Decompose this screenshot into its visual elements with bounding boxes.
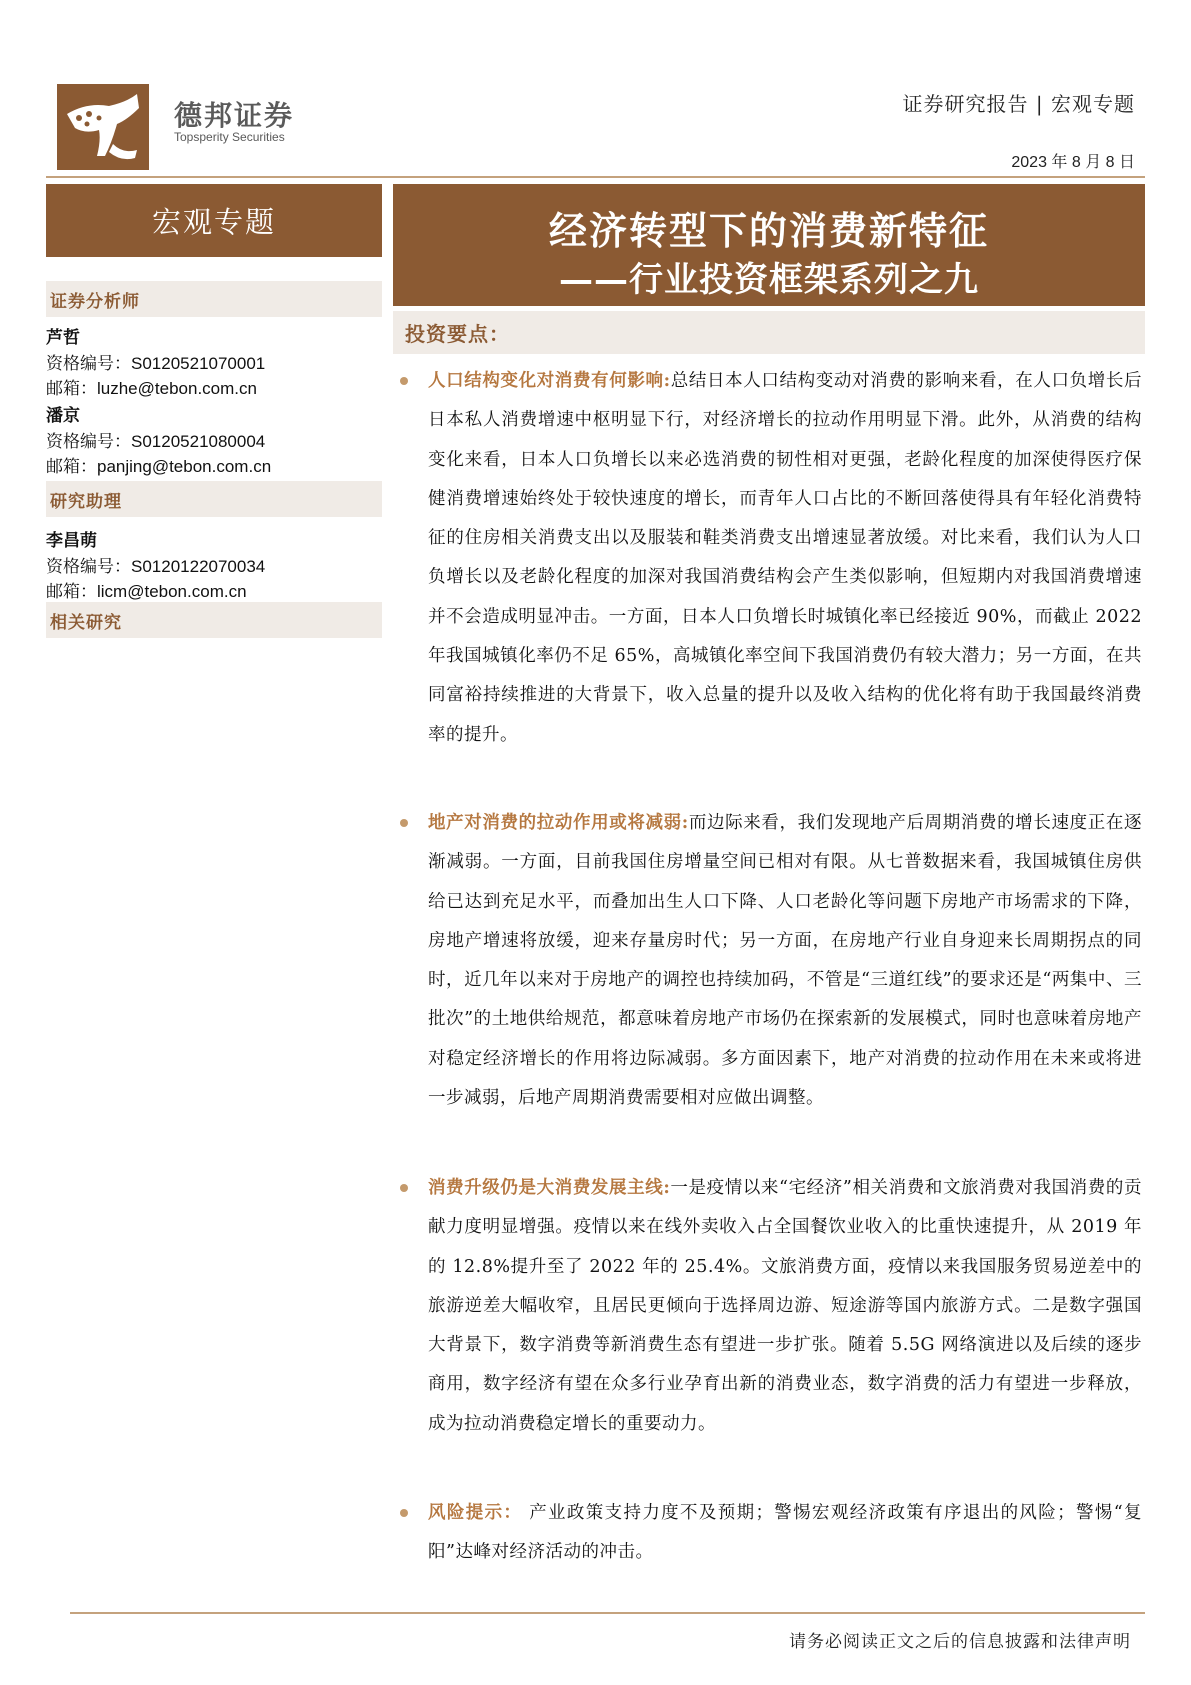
brand-logo-icon bbox=[57, 84, 149, 170]
key-point-text: 产业政策支持力度不及预期；警惕宏观经济政策有序退出的风险；警惕“复阳”达峰对经济活动的冲击。 bbox=[428, 1503, 1142, 1563]
assistant-heading: 研究助理 bbox=[46, 481, 382, 517]
footer-divider bbox=[70, 1612, 1145, 1614]
assistant-email: 邮箱：licm@tebon.com.cn bbox=[46, 582, 247, 602]
key-point-lead: 地产对消费的拉动作用或将减弱: bbox=[428, 813, 689, 833]
report-subtitle: ——行业投资框架系列之九 bbox=[559, 260, 979, 300]
analyst-email-link[interactable]: luzhe@tebon.com.cn bbox=[97, 379, 257, 398]
brand-name-cn: 德邦证券 bbox=[174, 99, 295, 132]
footer-disclaimer: 请务必阅读正文之后的信息披露和法律声明 bbox=[789, 1632, 1131, 1652]
analyst-name: 芦哲 bbox=[46, 328, 80, 348]
bullet-icon bbox=[400, 377, 408, 385]
analyst-email-link[interactable]: panjing@tebon.com.cn bbox=[97, 457, 272, 476]
assistant-name: 李昌萌 bbox=[46, 531, 97, 551]
key-points-heading: 投资要点： bbox=[393, 311, 1145, 354]
key-point-text: 总结日本人口结构变动对消费的影响来看，在人口负增长后日本私人消费增速中枢明显下行，对经济增长的拉动作用明显下滑。此外，从消费的结构变化来看，日本人口负增长以来必选消费的韧性相对更强，老龄化程度的加深使得医疗保健消费增速始终处于较快速度的增长，而青年人口占比的不断回落使得具有年轻化消费特征的住房相关消费支出以及服装和鞋类消费支出增速显著放缓。对比来看，我们认为人口负增长以及老龄化程度的加深对我国消费结构会产生类似影响，但短期内对我国消费增速并不会造成明显冲击。一方面，日本人口负增长时城镇化率已经接近 90%，而截止 2022 年我国城镇化率仍不足 65%，高城镇化率空间下我国消费仍有较大潜力；另一方面，在共同富裕持续推进的大背景下，收入总量的提升以及收入结构的优化将有助于我国最终消费率的提升。 bbox=[428, 371, 1142, 745]
category-label: 宏观专题 bbox=[46, 184, 382, 257]
report-date: 2023 年 8 月 8 日 bbox=[1011, 154, 1135, 171]
key-point bbox=[398, 362, 1142, 755]
key-point bbox=[398, 804, 1142, 1118]
key-point-lead: 消费升级仍是大消费发展主线: bbox=[428, 1178, 671, 1198]
bullet-icon bbox=[400, 1509, 408, 1517]
analysts-heading: 证券分析师 bbox=[46, 281, 382, 317]
key-point-lead: 风险提示： bbox=[428, 1503, 523, 1523]
key-point-text: 而边际来看，我们发现地产后周期消费的增长速度正在逐渐减弱。一方面，目前我国住房增量空间已相对有限。从七普数据来看，我国城镇住房供给已达到充足水平，而叠加出生人口下降、人口老龄化等问题下房地产市场需求的下降，房地产增速将放缓，迎来存量房时代；另一方面，在房地产行业自身迎来长周期拐点的同时，近几年以来对于房地产的调控也持续加码，不管是“三道红线”的要求还是“两集中、三批次”的土地供给规范，都意味着房地产市场仍在探索新的发展模式，同时也意味着房地产对稳定经济增长的作用将边际减弱。多方面因素下，地产对消费的拉动作用在未来或将进一步减弱，后地产周期消费需要相对应做出调整。 bbox=[428, 813, 1142, 1109]
key-point bbox=[398, 1494, 1142, 1573]
report-type: 证券研究报告 | 宏观专题 bbox=[902, 92, 1135, 116]
title-banner bbox=[393, 184, 1145, 306]
key-point-lead: 人口结构变化对消费有何影响: bbox=[428, 371, 671, 391]
analyst-email: 邮箱：panjing@tebon.com.cn bbox=[46, 457, 272, 477]
assistant-cert: 资格编号：S0120122070034 bbox=[46, 557, 266, 577]
header-divider bbox=[46, 176, 1145, 178]
bullet-icon bbox=[400, 1184, 408, 1192]
key-point bbox=[398, 1169, 1142, 1444]
analyst-cert: 资格编号：S0120521070001 bbox=[46, 354, 266, 374]
report-title: 经济转型下的消费新特征 bbox=[548, 208, 989, 253]
related-research-heading: 相关研究 bbox=[46, 602, 382, 638]
analyst-cert: 资格编号：S0120521080004 bbox=[46, 432, 266, 452]
bullet-icon bbox=[400, 819, 408, 827]
assistant-email-link[interactable]: licm@tebon.com.cn bbox=[97, 582, 247, 601]
analyst-name: 潘京 bbox=[46, 406, 80, 426]
brand-name-en: Topsperity Securities bbox=[174, 130, 285, 144]
key-point-text: 一是疫情以来“宅经济”相关消费和文旅消费对我国消费的贡献力度明显增强。疫情以来在线外卖收入占全国餐饮业收入的比重快速提升，从 2019 年的 12.8%提升至了 2022 年的 25.4%。文旅消费方面，疫情以来我国服务贸易逆差中的旅游逆差大幅收窄，且居民更倾向于选择周边游、短途游等国内旅游方式。二是数字强国大背景下，数字消费等新消费生态有望进一步扩张。随着 5.5G 网络演进以及后续的逐步商用，数字经济有望在众多行业孕育出新的消费业态，数字消费的活力有望进一步释放，成为拉动消费稳定增长的重要动力。 bbox=[428, 1178, 1142, 1434]
analyst-email: 邮箱：luzhe@tebon.com.cn bbox=[46, 379, 257, 399]
